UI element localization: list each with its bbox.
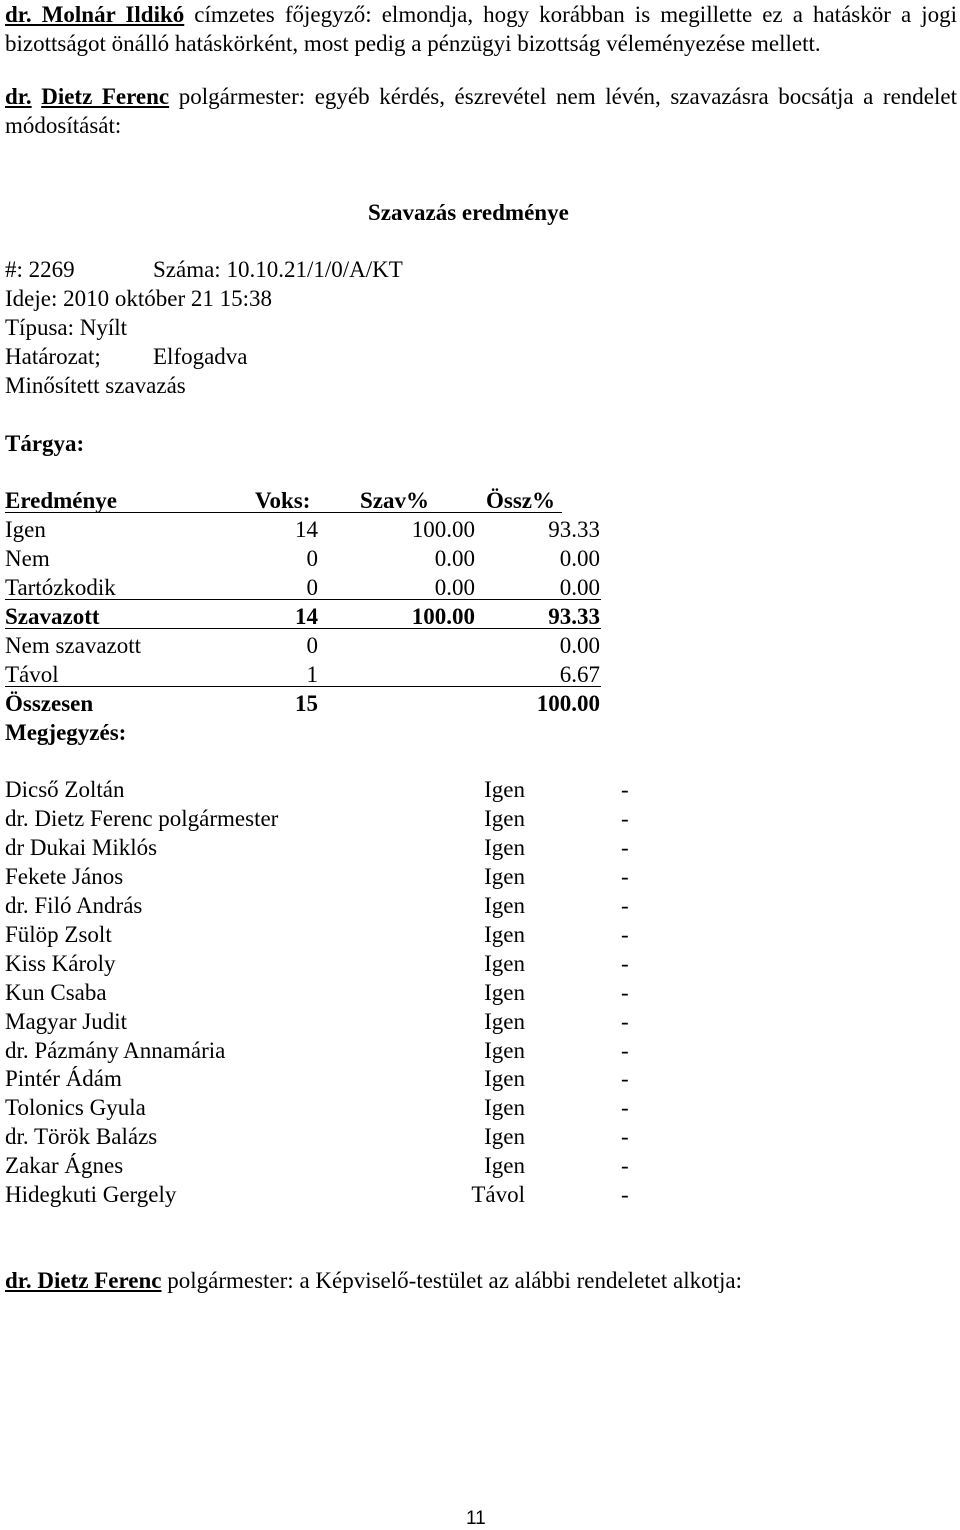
- member-vote: Igen: [484, 980, 525, 1005]
- result-ossz: 93.33: [548, 517, 600, 542]
- member-row: [0, 949, 960, 978]
- member-name: dr. Dietz Ferenc polgármester: [5, 806, 279, 831]
- paragraph-text: polgármester: a Képviselő-testület az alábbi rendeletet alkotja:: [161, 1268, 742, 1293]
- member-name: Hidegkuti Gergely: [5, 1182, 177, 1207]
- vote-tipusa: Típusa: Nyílt: [5, 315, 128, 340]
- member-vote: Igen: [484, 1038, 525, 1063]
- member-vote: Igen: [484, 835, 525, 860]
- vote-ideje: Ideje: 2010 október 21 15:38: [5, 286, 273, 311]
- paragraph-text: polgármester: egyéb kérdés, észrevétel nem lévén, szavazásra bocsátja a rendelet módosítását:: [5, 84, 957, 138]
- result-row-tartozkodik: [0, 573, 960, 602]
- vote-hatarozat-value: Elfogadva: [153, 344, 248, 369]
- member-vote: Igen: [484, 1066, 525, 1091]
- member-name: dr. Filó András: [5, 893, 143, 918]
- header-ossz: Össz%: [486, 488, 555, 513]
- vote-number: #: 2269: [5, 257, 75, 282]
- speaker-prefix: dr.: [5, 84, 32, 109]
- member-mark: -: [621, 1124, 629, 1149]
- vote-targya: Tárgya:: [5, 431, 85, 456]
- member-mark: -: [621, 980, 629, 1005]
- member-mark: -: [621, 951, 629, 976]
- member-mark: -: [621, 1038, 629, 1063]
- header-szav: Szav%: [360, 488, 429, 513]
- vote-minositett: Minősített szavazás: [5, 373, 186, 398]
- result-label: Nem szavazott: [5, 633, 142, 658]
- member-vote: Igen: [484, 864, 525, 889]
- result-szav: 0.00: [434, 575, 475, 600]
- member-mark: -: [621, 1095, 629, 1120]
- member-name: Magyar Judit: [5, 1009, 128, 1034]
- result-label: Igen: [5, 517, 46, 542]
- member-vote: Igen: [484, 806, 525, 831]
- paragraph-dietz: [5, 82, 957, 140]
- member-mark: -: [621, 1009, 629, 1034]
- member-row: [0, 1180, 960, 1209]
- tavol-underline: [5, 686, 601, 687]
- member-row: [0, 1151, 960, 1180]
- member-mark: -: [621, 1153, 629, 1178]
- megjegyzes-label: Megjegyzés:: [5, 720, 127, 745]
- result-label: Nem: [5, 546, 50, 571]
- page-number: 11: [466, 1508, 486, 1529]
- result-label: Távol: [5, 662, 59, 687]
- paragraph-text: címzetes főjegyző: elmondja, hogy korábban is megillette ez a hatáskör a jogi bizottságot önálló hatáskörként, most pedig a pénzügyi bizottság véleményezése mellett.: [5, 2, 957, 56]
- paragraph-closing: [5, 1266, 742, 1295]
- member-row: [0, 862, 960, 891]
- result-voks: 15: [295, 691, 318, 716]
- member-name: dr. Török Balázs: [5, 1124, 158, 1149]
- result-ossz: 93.33: [548, 604, 600, 629]
- member-row: [0, 1093, 960, 1122]
- member-name: Zakar Ágnes: [5, 1153, 124, 1178]
- result-row-tavol: [0, 660, 960, 689]
- result-szav: 0.00: [434, 546, 475, 571]
- result-szav: 100.00: [411, 604, 475, 629]
- paragraph-molnar: [5, 0, 957, 58]
- member-row: [0, 1007, 960, 1036]
- member-vote: Igen: [484, 922, 525, 947]
- member-name: dr. Pázmány Annamária: [5, 1038, 226, 1063]
- vote-hatarozat-label: Határozat;: [5, 344, 101, 369]
- member-vote: Igen: [484, 1153, 525, 1178]
- member-row: [0, 833, 960, 862]
- member-name: Fekete János: [5, 864, 124, 889]
- member-mark: -: [621, 835, 629, 860]
- member-name: Kiss Károly: [5, 951, 116, 976]
- result-ossz: 0.00: [559, 546, 600, 571]
- member-mark: -: [621, 864, 629, 889]
- member-row: [0, 978, 960, 1007]
- result-row-nem-szavazott: [0, 631, 960, 660]
- speaker-name: dr. Molnár Ildikó: [5, 2, 185, 27]
- result-voks: 0: [306, 546, 318, 571]
- result-row-osszesen: [0, 689, 960, 718]
- member-mark: -: [621, 893, 629, 918]
- member-name: dr Dukai Miklós: [5, 835, 158, 860]
- result-label: Tartózkodik: [5, 575, 116, 600]
- member-name: Tolonics Gyula: [5, 1095, 146, 1120]
- result-row-szavazott: [0, 602, 960, 631]
- member-vote: Igen: [484, 777, 525, 802]
- header-underline: [5, 512, 562, 513]
- member-vote: Távol: [471, 1182, 525, 1207]
- result-voks: 0: [306, 575, 318, 600]
- member-vote: Igen: [484, 1124, 525, 1149]
- results-header-row: [0, 486, 960, 515]
- result-label: Szavazott: [5, 604, 100, 629]
- member-row: [0, 1036, 960, 1065]
- member-name: Kun Csaba: [5, 980, 107, 1005]
- tartozkodik-underline: [5, 599, 601, 600]
- result-voks: 14: [295, 517, 318, 542]
- result-label: Összesen: [5, 691, 94, 716]
- member-name: Dicső Zoltán: [5, 777, 125, 802]
- member-row: [0, 1064, 960, 1093]
- result-voks: 0: [306, 633, 318, 658]
- member-mark: -: [621, 1066, 629, 1091]
- vote-heading: Szavazás eredménye: [368, 200, 569, 225]
- member-vote: Igen: [484, 1095, 525, 1120]
- member-row: [0, 775, 960, 804]
- member-name: Pintér Ádám: [5, 1066, 122, 1091]
- member-vote: Igen: [484, 951, 525, 976]
- speaker-name: Dietz Ferenc: [41, 84, 170, 109]
- speaker-name: dr. Dietz Ferenc: [5, 1268, 162, 1293]
- result-row-igen: [0, 515, 960, 544]
- member-mark: -: [621, 1182, 629, 1207]
- result-voks: 1: [306, 662, 318, 687]
- member-vote: Igen: [484, 893, 525, 918]
- result-ossz: 0.00: [559, 633, 600, 658]
- member-row: [0, 920, 960, 949]
- result-ossz: 0.00: [559, 575, 600, 600]
- member-row: [0, 804, 960, 833]
- result-voks: 14: [295, 604, 318, 629]
- header-voks: Voks:: [255, 488, 311, 513]
- member-row: [0, 1122, 960, 1151]
- member-vote: Igen: [484, 1009, 525, 1034]
- result-szav: 100.00: [411, 517, 475, 542]
- header-eredmenye: Eredménye: [5, 488, 118, 513]
- member-name: Fülöp Zsolt: [5, 922, 112, 947]
- vote-szama: Száma: 10.10.21/1/0/A/KT: [153, 257, 403, 282]
- result-row-nem: [0, 544, 960, 573]
- result-ossz: 6.67: [559, 662, 600, 687]
- member-row: [0, 891, 960, 920]
- result-ossz: 100.00: [536, 691, 600, 716]
- member-mark: -: [621, 922, 629, 947]
- member-mark: -: [621, 806, 629, 831]
- member-mark: -: [621, 777, 629, 802]
- szavazott-underline: [5, 628, 601, 629]
